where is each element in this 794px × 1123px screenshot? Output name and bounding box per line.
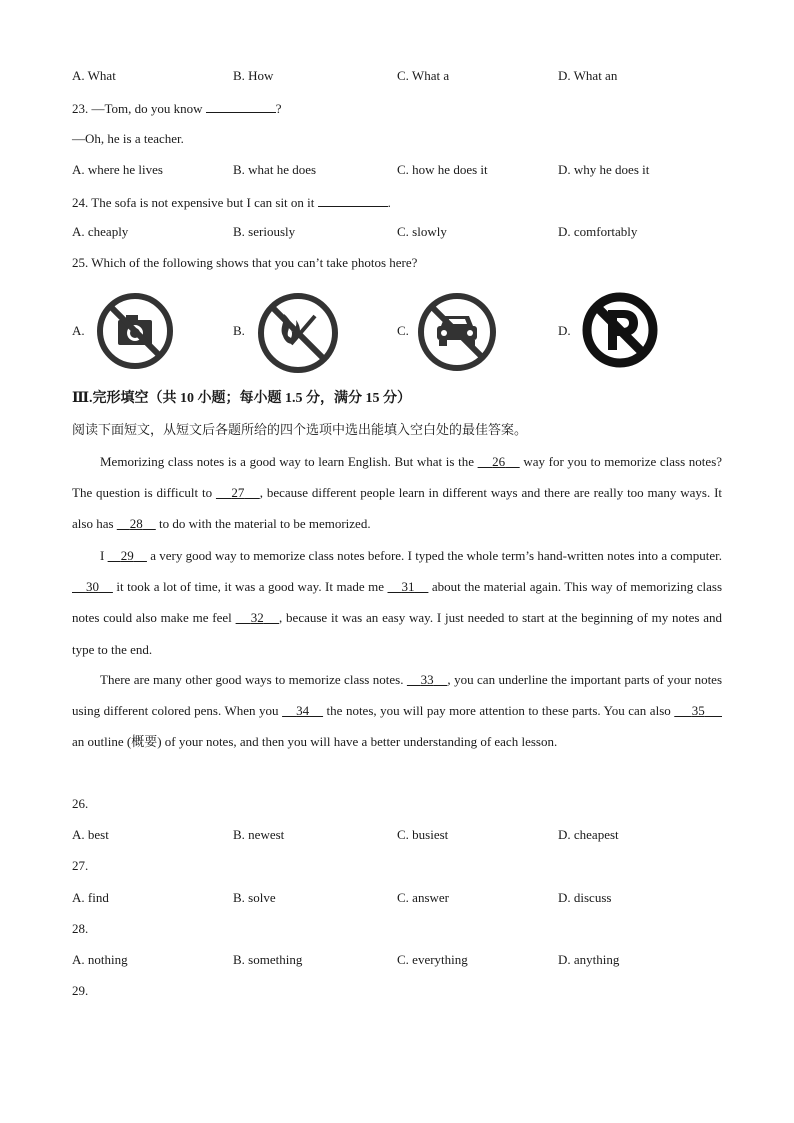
q23-option-d[interactable]: D. why he does it [558, 162, 650, 177]
blank-33[interactable] [407, 672, 448, 687]
q28-number: 28. [72, 921, 89, 936]
q27-option-d[interactable]: D. discuss [558, 890, 612, 905]
blank-29[interactable] [108, 548, 147, 563]
q23-stem-before: —Tom, do you know [91, 101, 203, 116]
no-car-icon [417, 292, 497, 372]
q24-stem [72, 193, 391, 211]
q24-stem-after: . [387, 195, 391, 210]
q23-stem-after: ? [275, 101, 282, 116]
blank-30[interactable] [72, 579, 113, 594]
blank-35[interactable] [674, 703, 722, 718]
q25-option-d-letter: D. [558, 323, 571, 338]
q28-option-a[interactable]: A. nothing [72, 952, 128, 967]
q23-option-b[interactable]: B. what he does [233, 162, 317, 177]
q27-option-b[interactable]: B. solve [233, 890, 276, 905]
p3-text-4: an outline (概要) of your notes, and then you will have a better understanding of each lesson. [72, 734, 558, 750]
no-parking-icon [582, 292, 658, 368]
p1-text-3: , because different people learn in different ways and there are really too many ways. It also has [72, 485, 723, 532]
passage-paragraph-2 [72, 540, 722, 665]
blank-27[interactable] [216, 485, 260, 500]
q29-number: 29. [72, 983, 89, 998]
section-3-instruction: 阅读下面短文，从短文后各题所给的四个选项中选出能填入空白处的最佳答案。 [72, 422, 528, 437]
q23-stem [72, 99, 282, 117]
blank-33-number: 33 [420, 672, 434, 687]
q23-options [72, 162, 732, 178]
blank-26[interactable] [478, 454, 520, 469]
p2-text-5: , because it was an easy way. I just needed to start at the beginning of my notes and type to the end. [72, 610, 723, 657]
q25-number: 25. [72, 255, 89, 270]
section-3-heading: Ⅲ.完形填空（共 10 小题；每小题 1.5 分，满分 15 分） [72, 391, 412, 406]
q23-option-a[interactable]: A. where he lives [72, 162, 163, 177]
q26-option-b[interactable]: B. newest [233, 827, 285, 842]
q24-number: 24. [72, 195, 89, 210]
p2-text-1: I [100, 548, 108, 563]
p3-text-3: the notes, you will pay more attention to these parts. You can also [323, 703, 675, 719]
q26-number: 26. [72, 796, 89, 811]
blank-27-number: 27 [231, 485, 245, 501]
q24-option-c[interactable]: C. slowly [397, 224, 447, 239]
q22-option-b[interactable]: B. How [233, 68, 274, 83]
blank-29-number: 29 [120, 548, 134, 563]
q27-options [72, 890, 732, 906]
blank-26-number: 26 [492, 454, 506, 469]
blank-32[interactable] [236, 610, 279, 625]
q28-option-b[interactable]: B. something [233, 952, 303, 967]
q25-option-b[interactable] [233, 292, 343, 372]
q22-option-d[interactable]: D. What an [558, 68, 618, 83]
q25-option-b-letter: B. [233, 323, 245, 338]
q27-number: 27. [72, 858, 89, 873]
q24-option-d[interactable]: D. comfortably [558, 224, 638, 239]
q28-option-d[interactable]: D. anything [558, 952, 620, 967]
q23-number: 23. [72, 101, 89, 116]
q24-option-a[interactable]: A. cheaply [72, 224, 129, 239]
blank-31-number: 31 [401, 579, 415, 595]
p3-text-2: , you can underline the important parts of your notes using different colored pens. When you [72, 672, 723, 719]
q25-signs [72, 292, 732, 372]
blank-35-number: 35 [691, 703, 705, 719]
p3-text-1: There are many other good ways to memorize class notes. [100, 672, 407, 687]
q22-options [72, 68, 732, 84]
blank-28-number: 28 [129, 516, 143, 532]
q28-option-c[interactable]: C. everything [397, 952, 468, 967]
q28-options [72, 952, 732, 968]
blank-34[interactable] [282, 703, 323, 718]
q27-option-a[interactable]: A. find [72, 890, 109, 905]
p2-text-3: it took a lot of time, it was a good way. It made me [112, 579, 388, 595]
q24-options [72, 224, 732, 240]
q25-stem-text: Which of the following shows that you can’t take photos here? [91, 255, 418, 270]
blank-31[interactable] [388, 579, 429, 594]
p2-text-4: about the material again. This way of memorizing class notes could also make me feel [72, 579, 723, 626]
q22-option-c[interactable]: C. What a [397, 68, 450, 83]
passage-paragraph-3 [72, 664, 722, 758]
q22-option-a[interactable]: A. What [72, 68, 116, 83]
blank-28[interactable] [117, 516, 156, 531]
q26-option-c[interactable]: C. busiest [397, 827, 449, 842]
q23-option-c[interactable]: C. how he does it [397, 162, 488, 177]
no-fire-icon [257, 292, 339, 374]
blank-30-number: 30 [85, 579, 99, 595]
q26-option-d[interactable]: D. cheapest [558, 827, 619, 842]
q23-reply: —Oh, he is a teacher. [72, 131, 184, 146]
q24-blank [318, 193, 388, 207]
blank-34-number: 34 [296, 703, 310, 719]
passage-paragraph-1 [72, 446, 722, 540]
p1-text-2: way for you to memorize class notes? The question is difficult to [72, 454, 723, 501]
p1-text-4: to do with the material to be memorized. [155, 516, 371, 532]
q24-stem-before: The sofa is not expensive but I can sit on it [91, 195, 315, 210]
q25-option-c[interactable] [397, 292, 507, 372]
q25-option-a[interactable] [72, 292, 182, 372]
q24-option-b[interactable]: B. seriously [233, 224, 296, 239]
q25-option-c-letter: C. [397, 323, 409, 338]
q26-options [72, 827, 732, 843]
q23-blank [206, 99, 276, 113]
p1-text-1: Memorizing class notes is a good way to learn English. But what is the [100, 454, 478, 469]
q25-option-d[interactable] [558, 292, 668, 372]
q25-option-a-letter: A. [72, 323, 85, 338]
blank-32-number: 32 [250, 610, 264, 626]
q26-option-a[interactable]: A. best [72, 827, 109, 842]
p2-text-2: a very good way to memorize class notes before. I typed the whole term’s hand-written notes into a computer. [146, 548, 722, 563]
q27-option-c[interactable]: C. answer [397, 890, 449, 905]
q25-stem [72, 255, 417, 271]
no-camera-icon [96, 292, 174, 370]
